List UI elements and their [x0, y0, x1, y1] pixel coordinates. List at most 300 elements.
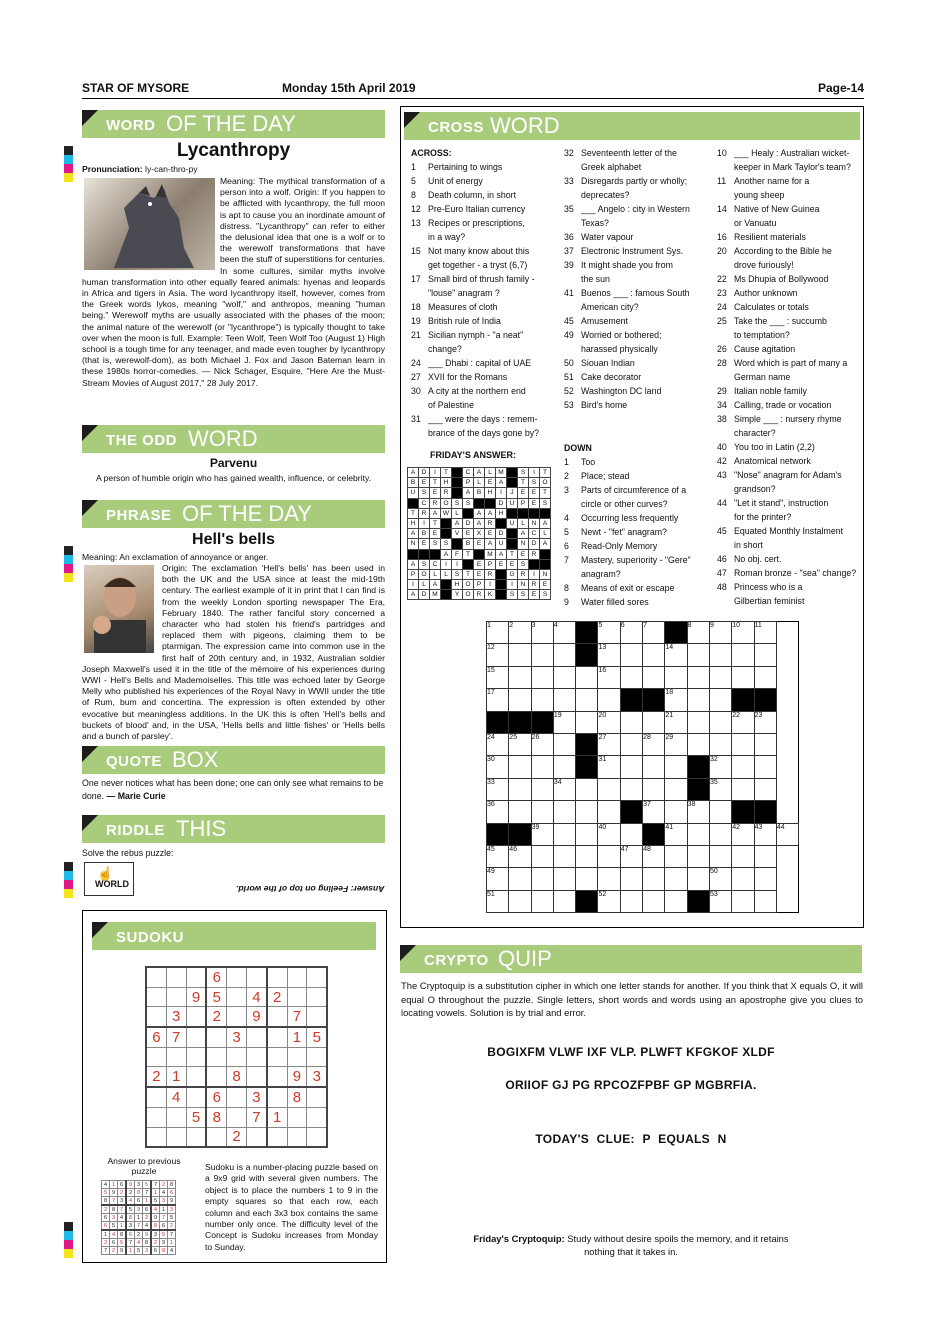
sudoku-cell[interactable]: [267, 1127, 287, 1147]
sudoku-cell: 5: [168, 1214, 176, 1222]
crossword-cell[interactable]: [754, 756, 776, 778]
sudoku-cell[interactable]: [287, 1107, 307, 1127]
sudoku-cell[interactable]: [307, 1127, 327, 1147]
crossword-cell[interactable]: [754, 778, 776, 800]
sudoku-cell[interactable]: [287, 967, 307, 987]
crossword-cell[interactable]: [687, 845, 709, 867]
answer-cell: [441, 529, 452, 539]
answer-cell: R: [485, 569, 496, 579]
sudoku-cell: 3: [227, 1027, 247, 1047]
crossword-cell[interactable]: [643, 890, 665, 912]
answer-cell: R: [441, 488, 452, 498]
crossword-cell[interactable]: 44: [776, 823, 798, 845]
crossword-cell[interactable]: 25: [509, 733, 531, 755]
crossword-cell[interactable]: [643, 756, 665, 778]
sudoku-cell[interactable]: [166, 1047, 186, 1067]
sudoku-cell: 2: [126, 1189, 135, 1197]
crossword-cell[interactable]: [509, 689, 531, 711]
crossword-cell[interactable]: 13: [598, 644, 620, 666]
crossword-cell[interactable]: [754, 845, 776, 867]
crossword-cell[interactable]: 32: [709, 756, 731, 778]
sudoku-cell: 9: [151, 1214, 160, 1222]
crossword-cell[interactable]: [576, 711, 598, 733]
sudoku-cell: 3: [126, 1222, 135, 1231]
sudoku-cell[interactable]: [186, 1027, 206, 1047]
crossword-cell[interactable]: 26: [531, 733, 553, 755]
answer-cell: [496, 518, 507, 528]
crossword-cell[interactable]: [553, 666, 575, 688]
sudoku-cell[interactable]: [186, 1047, 206, 1067]
sudoku-cell: 8: [151, 1222, 160, 1231]
crossword-cell[interactable]: [732, 778, 754, 800]
clue-item: to temptation?: [734, 330, 790, 340]
sudoku-cell: 1: [151, 1189, 160, 1197]
crossword-cell[interactable]: 12: [487, 644, 509, 666]
clue-item: 21 Sicilian nymph - "a neat": [411, 330, 524, 340]
crossword-cell[interactable]: [598, 801, 620, 823]
sudoku-cell[interactable]: [206, 1067, 226, 1087]
crossword-cell[interactable]: [732, 666, 754, 688]
crossword-cell[interactable]: [598, 689, 620, 711]
crossword-cell[interactable]: [509, 890, 531, 912]
clue-item: circle or other curves?: [581, 499, 668, 509]
crossword-cell[interactable]: [553, 756, 575, 778]
answer-cell: A: [540, 518, 551, 528]
crossword-cell[interactable]: [687, 644, 709, 666]
crossword-cell[interactable]: [754, 890, 776, 912]
crossword-cell[interactable]: [709, 733, 731, 755]
crossword-cell[interactable]: [732, 845, 754, 867]
answer-cell: T: [408, 508, 419, 518]
crossword-cell[interactable]: 7: [643, 622, 665, 644]
clue-item: 43 "Nose" anagram for Adam's: [717, 470, 842, 480]
sudoku-cell[interactable]: [166, 1127, 186, 1147]
answer-cell: H: [496, 508, 507, 518]
answer-cell: E: [430, 488, 441, 498]
crossword-cell[interactable]: 51: [487, 890, 509, 912]
crossword-cell[interactable]: [665, 801, 687, 823]
crossword-cell[interactable]: [732, 733, 754, 755]
crossword-cell[interactable]: 3: [531, 622, 553, 644]
crossword-cell[interactable]: [709, 711, 731, 733]
crossword-cell[interactable]: 40: [598, 823, 620, 845]
sudoku-cell: 3: [166, 1007, 186, 1027]
crossword-cell[interactable]: [732, 890, 754, 912]
sudoku-cell[interactable]: [246, 967, 266, 987]
crossword-cell[interactable]: [665, 868, 687, 890]
crossword-cell[interactable]: [531, 868, 553, 890]
answer-cell: [474, 549, 485, 559]
friday-cryptoquip: Friday's Cryptoquip: Study without desire spoils the memory, and it retains nothing that it takes in.: [473, 1233, 789, 1257]
answer-cell: A: [485, 508, 496, 518]
answer-cell: L: [419, 580, 430, 590]
crossword-cell[interactable]: 46: [509, 845, 531, 867]
crossword-cell[interactable]: 50: [709, 868, 731, 890]
crossword-cell[interactable]: [643, 778, 665, 800]
crossword-cell[interactable]: [553, 845, 575, 867]
sudoku-cell[interactable]: [287, 987, 307, 1007]
crossword-cell[interactable]: 52: [598, 890, 620, 912]
answer-cell: [496, 590, 507, 600]
sudoku-cell[interactable]: [166, 987, 186, 1007]
sudoku-cell[interactable]: [287, 1127, 307, 1147]
crossword-cell[interactable]: [553, 890, 575, 912]
crossword-cell[interactable]: [665, 890, 687, 912]
sudoku-cell[interactable]: [246, 1067, 266, 1087]
crossword-cell[interactable]: [754, 733, 776, 755]
clue-item: drove furiously!: [734, 260, 794, 270]
crossword-cell[interactable]: [754, 666, 776, 688]
sudoku-cell[interactable]: [307, 967, 327, 987]
answer-cell: S: [452, 569, 463, 579]
sudoku-cell: 6: [168, 1189, 176, 1197]
crossword-cell[interactable]: [643, 644, 665, 666]
crossword-cell[interactable]: 15: [487, 666, 509, 688]
crossword-cell[interactable]: 37: [643, 801, 665, 823]
sudoku-cell: 9: [186, 987, 206, 1007]
crossword-cell[interactable]: 30: [487, 756, 509, 778]
page-number: Page-14: [817, 81, 864, 95]
sudoku-cell[interactable]: [227, 1107, 247, 1127]
crossword-cell[interactable]: [709, 823, 731, 845]
black-square: [487, 823, 509, 845]
sudoku-cell: 6: [110, 1239, 118, 1247]
sudoku-cell[interactable]: [267, 967, 287, 987]
answer-cell: E: [496, 559, 507, 569]
sudoku-cell: 7: [102, 1247, 110, 1255]
crossword-cell[interactable]: 20: [598, 711, 620, 733]
answer-cell: I: [496, 488, 507, 498]
sudoku-cell[interactable]: [227, 967, 247, 987]
crossword-cell[interactable]: 23: [754, 711, 776, 733]
crossword-cell[interactable]: [643, 868, 665, 890]
sudoku-cell: 2: [110, 1247, 118, 1255]
quote-text: One never notices what has been done; one can only see what remains to be done. — Marie Curie: [82, 778, 384, 801]
answer-cell: A: [408, 590, 419, 600]
crossword-cell[interactable]: 49: [487, 868, 509, 890]
crossword-cell[interactable]: 24: [487, 733, 509, 755]
sudoku-cell[interactable]: [246, 1027, 266, 1047]
sudoku-cell[interactable]: [307, 1087, 327, 1107]
crossword-cell[interactable]: [576, 778, 598, 800]
sudoku-cell: 1: [160, 1205, 168, 1214]
sudoku-cell[interactable]: [146, 1007, 166, 1027]
sudoku-cell: 8: [287, 1087, 307, 1107]
crossword-cell[interactable]: [509, 868, 531, 890]
crossword-cell[interactable]: 1: [487, 622, 509, 644]
crossword-cell[interactable]: 4: [553, 622, 575, 644]
crossword-cell[interactable]: 39: [531, 823, 553, 845]
sudoku-cell[interactable]: [246, 1047, 266, 1067]
quote-banner: QUOTE BOX: [82, 746, 385, 774]
sudoku-cell[interactable]: [186, 1127, 206, 1147]
clue-item: 6 Read-Only Memory: [564, 541, 658, 551]
crossword-cell[interactable]: [687, 823, 709, 845]
crossword-cell[interactable]: [553, 689, 575, 711]
crossword-cell[interactable]: 27: [598, 733, 620, 755]
sudoku-cell[interactable]: [227, 1087, 247, 1107]
crossword-cell[interactable]: 28: [643, 733, 665, 755]
crossword-cell[interactable]: [509, 756, 531, 778]
clue-item: 20 According to the Bible he: [717, 246, 832, 256]
friday-crossword-answer: [407, 467, 551, 600]
crossword-cell[interactable]: [553, 644, 575, 666]
answer-cell: [540, 559, 551, 569]
crossword-cell[interactable]: [598, 845, 620, 867]
crossword-cell[interactable]: 9: [709, 622, 731, 644]
clue-item: of Palestine: [428, 400, 474, 410]
crossword-cell[interactable]: 8: [687, 622, 709, 644]
crossword-cell[interactable]: 35: [709, 778, 731, 800]
crossword-cell[interactable]: [531, 689, 553, 711]
crossword-cell[interactable]: [620, 666, 642, 688]
sudoku-cell[interactable]: [267, 1027, 287, 1047]
crossword-cell[interactable]: [620, 644, 642, 666]
answer-cell: [474, 498, 485, 508]
answer-cell: P: [474, 580, 485, 590]
crossword-cell[interactable]: [732, 644, 754, 666]
crossword-cell[interactable]: [576, 823, 598, 845]
crossword-cell[interactable]: [643, 711, 665, 733]
crossword-cell[interactable]: [576, 845, 598, 867]
sudoku-cell[interactable]: [227, 1007, 247, 1027]
crossword-cell[interactable]: 38: [687, 801, 709, 823]
crossword-cell[interactable]: 21: [665, 711, 687, 733]
crossword-cell[interactable]: [531, 644, 553, 666]
sudoku-cell[interactable]: [267, 1087, 287, 1107]
sudoku-cell[interactable]: [206, 1127, 226, 1147]
crossword-cell[interactable]: 22: [732, 711, 754, 733]
answer-cell: A: [540, 539, 551, 549]
answer-cell: T: [507, 549, 518, 559]
answer-cell: X: [474, 529, 485, 539]
sudoku-cell[interactable]: [186, 1067, 206, 1087]
crossword-cell[interactable]: [553, 868, 575, 890]
clue-item: 27 XVII for the Romans: [411, 372, 508, 382]
crossword-cell[interactable]: 16: [598, 666, 620, 688]
clue-item: in short: [734, 540, 763, 550]
answer-cell: S: [452, 498, 463, 508]
crossword-cell[interactable]: [709, 689, 731, 711]
crossword-cell[interactable]: [620, 823, 642, 845]
clue-item: 32 Seventeenth letter of the: [564, 148, 677, 158]
crossword-cell[interactable]: 45: [487, 845, 509, 867]
answer-cell: E: [518, 488, 529, 498]
crossword-cell[interactable]: [709, 644, 731, 666]
page-header: [82, 80, 864, 99]
crossword-cell[interactable]: 14: [665, 644, 687, 666]
crossword-cell[interactable]: [709, 801, 731, 823]
answer-cell: A: [408, 559, 419, 569]
sudoku-cell[interactable]: [307, 987, 327, 1007]
sudoku-banner: SUDOKU: [92, 922, 376, 950]
crossword-cell[interactable]: [643, 666, 665, 688]
crossword-cell[interactable]: [620, 756, 642, 778]
crossword-cell[interactable]: 43: [754, 823, 776, 845]
crossword-cell[interactable]: 34: [553, 778, 575, 800]
crossword-cell[interactable]: [687, 733, 709, 755]
crossword-cell[interactable]: [620, 711, 642, 733]
crossword-cell[interactable]: 47: [620, 845, 642, 867]
crossword-cell[interactable]: 11: [754, 622, 776, 644]
crossword-cell[interactable]: [732, 756, 754, 778]
sudoku-cell: 7: [118, 1205, 127, 1214]
answer-cell: R: [474, 590, 485, 600]
crossword-cell[interactable]: [576, 689, 598, 711]
crossword-cell[interactable]: [687, 666, 709, 688]
sudoku-cell[interactable]: [146, 1047, 166, 1067]
crossword-cell[interactable]: [576, 801, 598, 823]
sudoku-instructions: Sudoku is a number-placing puzzle based on a 9x9 grid with several given numbers. The object is to place the numbers 1 to 9 in the empty squares so that each row, each column and each 3x3 box contains the same number only once. The difficulty level of the Concept is Sudoku increases from Monday to Sunday.: [205, 1162, 378, 1252]
sudoku-cell[interactable]: [267, 1067, 287, 1087]
answer-cell: T: [540, 468, 551, 478]
sudoku-cell[interactable]: [166, 1107, 186, 1127]
crossword-cell[interactable]: 33: [487, 778, 509, 800]
crossword-cell[interactable]: [665, 666, 687, 688]
crossword-cell[interactable]: [709, 845, 731, 867]
sudoku-cell[interactable]: [186, 1007, 206, 1027]
crossword-cell[interactable]: 6: [620, 622, 642, 644]
sudoku-cell[interactable]: [146, 1107, 166, 1127]
crossword-cell[interactable]: 2: [509, 622, 531, 644]
crossword-cell[interactable]: 10: [732, 622, 754, 644]
sudoku-cell[interactable]: [206, 1047, 226, 1067]
clue-item: 17 Small bird of thrush family -: [411, 274, 535, 284]
crossword-cell[interactable]: 41: [665, 823, 687, 845]
answer-cell: D: [419, 468, 430, 478]
sudoku-cell[interactable]: [206, 1027, 226, 1047]
crossword-cell[interactable]: 53: [709, 890, 731, 912]
answer-cell: T: [430, 478, 441, 488]
sudoku-cell: 5: [118, 1239, 127, 1247]
sudoku-cell[interactable]: [267, 1007, 287, 1027]
clue-item: 39 It might shade you from: [564, 260, 673, 270]
sudoku-cell: 6: [160, 1222, 168, 1231]
crossword-cell[interactable]: [620, 733, 642, 755]
crossword-cell[interactable]: [509, 644, 531, 666]
sudoku-cell[interactable]: [146, 1087, 166, 1107]
crossword-grid[interactable]: [486, 621, 799, 913]
answer-cell: N: [529, 518, 540, 528]
answer-cell: H: [441, 478, 452, 488]
crossword-cell[interactable]: [620, 868, 642, 890]
clue-item: 29 Italian noble family: [717, 386, 807, 396]
sudoku-cell[interactable]: [287, 1047, 307, 1067]
answer-cell: A: [441, 549, 452, 559]
crossword-cell[interactable]: [687, 711, 709, 733]
answer-cell: T: [540, 488, 551, 498]
crossword-cell[interactable]: [553, 733, 575, 755]
crossword-cell[interactable]: [687, 868, 709, 890]
sudoku-cell: 2: [160, 1181, 168, 1189]
answer-cell: E: [474, 569, 485, 579]
sudoku-cell[interactable]: [307, 1107, 327, 1127]
sudoku-cell[interactable]: [307, 1007, 327, 1027]
crossword-cell[interactable]: 29: [665, 733, 687, 755]
crossword-cell[interactable]: [531, 778, 553, 800]
crossword-cell[interactable]: [553, 823, 575, 845]
answer-cell: R: [529, 549, 540, 559]
answer-cell: S: [540, 498, 551, 508]
sudoku-cell: 9: [287, 1067, 307, 1087]
crossword-cell[interactable]: [553, 801, 575, 823]
answer-cell: O: [419, 569, 430, 579]
crossword-cell[interactable]: 42: [732, 823, 754, 845]
crossword-cell[interactable]: 48: [643, 845, 665, 867]
crossword-cell[interactable]: [754, 644, 776, 666]
sudoku-cell[interactable]: [227, 987, 247, 1007]
sudoku-cell[interactable]: [146, 1127, 166, 1147]
crossword-cell[interactable]: [598, 778, 620, 800]
crossword-cell[interactable]: 18: [665, 689, 687, 711]
clue-item: 40 You too in Latin (2,2): [717, 442, 815, 452]
crossword-cell[interactable]: 36: [487, 801, 509, 823]
crossword-cell[interactable]: [531, 801, 553, 823]
crossword-cell[interactable]: [576, 666, 598, 688]
crossword-cell[interactable]: 31: [598, 756, 620, 778]
sudoku-cell[interactable]: [146, 987, 166, 1007]
cryptoquip-line-2: ORIIOF GJ PG RPCOZFPBF GP MGBRFIA.: [505, 1078, 757, 1092]
crossword-cell[interactable]: [732, 868, 754, 890]
clue-item: 45 Equated Monthly Instalment: [717, 526, 844, 536]
crossword-cell[interactable]: 5: [598, 622, 620, 644]
crossword-cell[interactable]: [620, 778, 642, 800]
sudoku-cell: 6: [206, 1087, 226, 1107]
sudoku-cell: 4: [118, 1214, 127, 1222]
answer-cell: W: [441, 508, 452, 518]
sudoku-cell: 1: [287, 1027, 307, 1047]
sudoku-cell[interactable]: [227, 1047, 247, 1067]
crossword-cell[interactable]: 19: [553, 711, 575, 733]
crossword-cell[interactable]: [531, 756, 553, 778]
answer-cell: V: [452, 529, 463, 539]
answer-cell: N: [518, 539, 529, 549]
crossword-cell[interactable]: [509, 666, 531, 688]
crossword-cell[interactable]: [665, 778, 687, 800]
sudoku-cell[interactable]: [146, 967, 166, 987]
crossword-cell[interactable]: [754, 868, 776, 890]
crossword-cell[interactable]: [531, 666, 553, 688]
black-square: [687, 890, 709, 912]
answer-cell: I: [441, 559, 452, 569]
crossword-cell[interactable]: 17: [487, 689, 509, 711]
clue-item: 15 Not many know about this: [411, 246, 530, 256]
clue-item: 38 Simple ___ : nursery rhyme: [717, 414, 842, 424]
sudoku-cell[interactable]: [246, 1127, 266, 1147]
crossword-cell[interactable]: [620, 890, 642, 912]
crossword-cell[interactable]: [531, 845, 553, 867]
crossword-cell[interactable]: [576, 868, 598, 890]
sudoku-cell[interactable]: [166, 967, 186, 987]
crossword-cell[interactable]: [687, 689, 709, 711]
riddle-prompt: Solve the rebus puzzle:: [82, 848, 174, 858]
crossword-cell[interactable]: [598, 868, 620, 890]
crossword-cell[interactable]: [509, 801, 531, 823]
clue-item: 8 Death column, in short: [411, 190, 517, 200]
sudoku-cell[interactable]: [267, 1047, 287, 1067]
crossword-cell[interactable]: [509, 778, 531, 800]
sudoku-cell[interactable]: [186, 1087, 206, 1107]
crossword-cell[interactable]: [665, 756, 687, 778]
sudoku-cell[interactable]: [307, 1047, 327, 1067]
crossword-cell[interactable]: [531, 890, 553, 912]
sudoku-cell[interactable]: [186, 967, 206, 987]
color-registration-marks: [64, 546, 73, 582]
crossword-cell[interactable]: [709, 666, 731, 688]
crossword-cell[interactable]: [665, 845, 687, 867]
black-square: [576, 756, 598, 778]
answer-cell: P: [463, 478, 474, 488]
